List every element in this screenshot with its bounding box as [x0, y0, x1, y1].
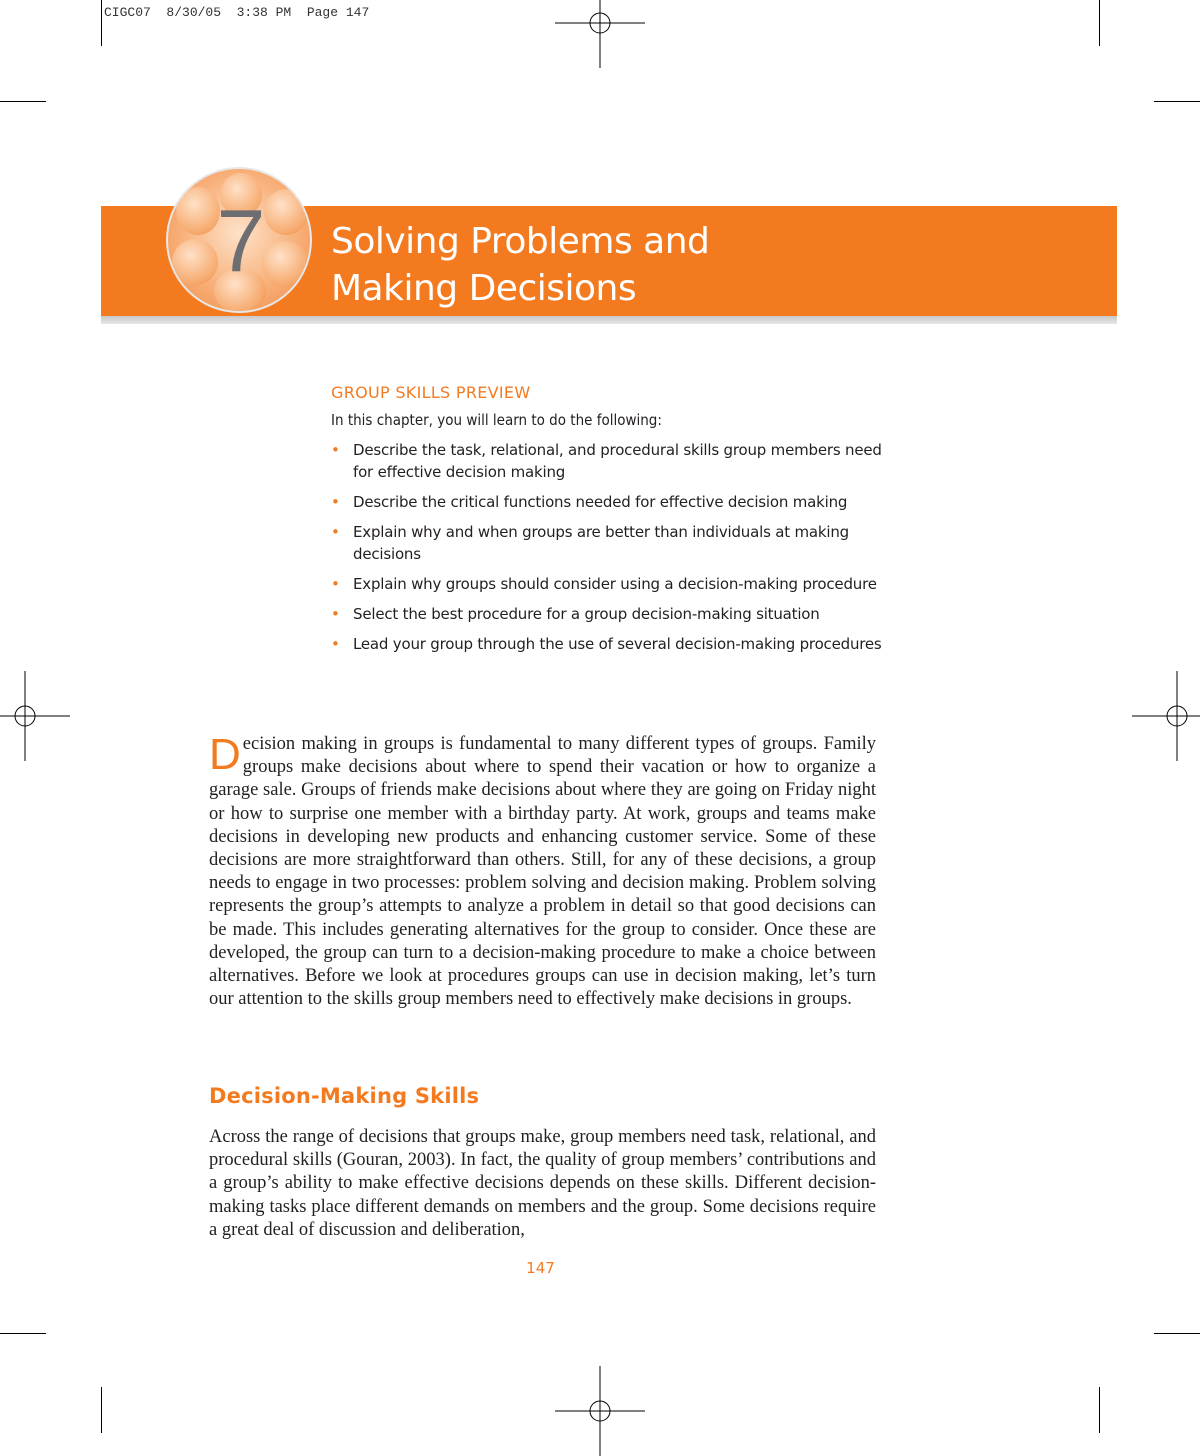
preview-list-item: [331, 521, 891, 565]
preview-item-text: Describe the task, relational, and procedural skills group members need for effective decision making: [353, 441, 882, 481]
section-paragraph: Across the range of decisions that groups make, group members need task, relational, and procedural skills (Gouran, 2003). In fact, the quality of group members’ contributions and a group’s ability to make effective decisions depends on these skills. Different decision-making tasks place different demands on members and the group. Some decisions require a great deal of discussion and deliberation,: [209, 1127, 876, 1240]
preview-list-item: [331, 491, 891, 513]
registration-mark-right-icon: [1132, 671, 1200, 761]
preview-heading: GROUP SKILLS PREVIEW: [331, 383, 531, 402]
preview-list-item: [331, 603, 891, 625]
bullet-icon: •: [331, 575, 340, 593]
page-number: 147: [526, 1259, 555, 1277]
section-heading: Decision-Making Skills: [209, 1084, 480, 1108]
registration-mark-bottom-icon: [555, 1366, 645, 1456]
chapter-title-line-1: Solving Problems and: [331, 221, 710, 262]
crop-mark-top-left-vertical: [101, 0, 102, 46]
preview-item-text: Explain why and when groups are better than individuals at making decisions: [353, 523, 849, 563]
preview-list-item: [331, 573, 891, 595]
preview-list-item: [331, 633, 891, 655]
preview-item-text: Describe the critical functions needed for effective decision making: [353, 493, 848, 511]
crop-mark-bottom-left-vertical: [101, 1387, 102, 1433]
crop-mark-top-right-horizontal: [1154, 101, 1200, 102]
bullet-icon: •: [331, 441, 340, 459]
crop-mark-bottom-right-horizontal: [1154, 1333, 1200, 1334]
intro-paragraph: [209, 730, 876, 1011]
registration-mark-left-icon: [0, 671, 70, 761]
preview-item-text: Select the best procedure for a group decision-making situation: [353, 605, 820, 623]
bullet-icon: •: [331, 493, 340, 511]
crop-mark-top-right-vertical: [1099, 0, 1100, 46]
bullet-icon: •: [331, 635, 340, 653]
preview-intro: In this chapter, you will learn to do the following:: [331, 411, 662, 429]
preview-item-text: Explain why groups should consider using a decision-making procedure: [353, 575, 877, 593]
crop-mark-bottom-left-horizontal: [0, 1333, 46, 1334]
chapter-title-line-2: Making Decisions: [331, 268, 637, 309]
chapter-number: 7: [216, 191, 266, 290]
chapter-title: [331, 218, 709, 312]
chapter-banner-shadow: [101, 316, 1117, 324]
registration-mark-top-icon: [555, 0, 645, 68]
group-skills-preview: [331, 383, 891, 663]
crop-mark-bottom-right-vertical: [1099, 1387, 1100, 1433]
preview-list: [331, 439, 891, 655]
drop-cap: D: [209, 730, 241, 779]
preview-item-text: Lead your group through the use of several decision-making procedures: [353, 635, 882, 653]
preview-list-item: [331, 439, 891, 483]
bullet-icon: •: [331, 523, 340, 541]
crop-mark-top-left-horizontal: [0, 101, 46, 102]
print-slug-line: CIGC07 8/30/05 3:38 PM Page 147: [104, 5, 370, 20]
bullet-icon: •: [331, 605, 340, 623]
chapter-badge-photo: [166, 167, 312, 313]
intro-paragraph-text: ecision making in groups is fundamental to many different types of groups. Family groups make decisions about where to spend their vacation or how to organize a garage sale. Groups of friends make decisions about where they are going on Friday night or how to surprise one member with a birthday party. At work, groups and teams make decisions in developing new products and enhancing customer service. Some of these decisions are more straightforward than others. Still, for any of these decisions, a group needs to engage in two processes: problem solving and decision making. Problem solving represents the group’s attempts to analyze a problem in detail so that good decisions can be made. This includes generating alternatives for the group to consider. Once these are developed, the group can turn to a decision-making procedure to make a choice between alternatives. Before we look at procedures groups can use in decision making, let’s turn our attention to the skills group members need to effectively make decisions in groups.: [209, 734, 876, 1010]
